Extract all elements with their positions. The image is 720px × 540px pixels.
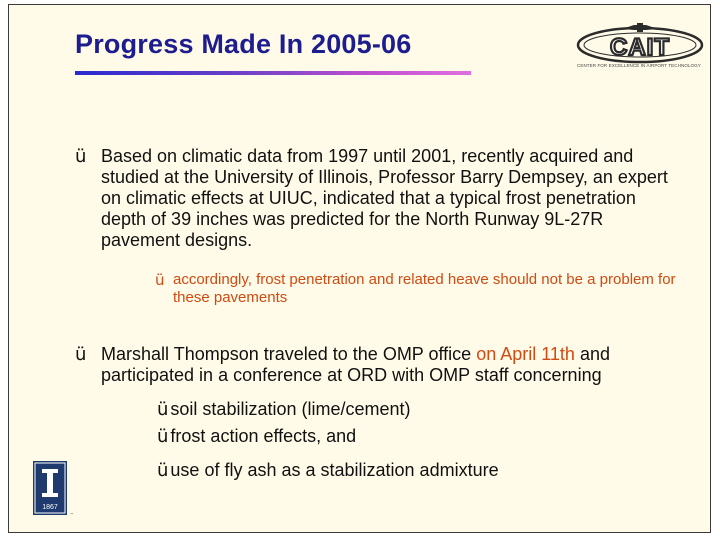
university-logo-year: 1867 [42, 504, 58, 511]
cait-logo-caption: CENTER FOR EXCELLENCE IN AIRPORT TECHNOLOGY [577, 63, 701, 68]
check-icon: ü [157, 399, 169, 420]
check-icon: ü [157, 460, 169, 481]
bullet-2-item-1 [157, 399, 411, 420]
svg-text:™: ™ [70, 512, 73, 516]
cait-logo [574, 23, 706, 83]
bullet-2-text-before: Marshall Thompson traveled to the OMP office [101, 344, 477, 364]
bullet-1 [75, 146, 677, 251]
slide-title: Progress Made In 2005-06 [75, 29, 412, 59]
title-underline [75, 71, 471, 75]
check-icon: ü [155, 271, 165, 289]
svg-text:CAIT: CAIT [610, 34, 670, 61]
bullet-2-item-3-text: use of fly ash as a stabilization admixture [170, 460, 499, 480]
bullet-2-item-2-text: frost action effects, and [170, 426, 357, 446]
slide [8, 4, 711, 533]
university-of-illinois-logo [33, 461, 73, 517]
bullet-2-item-1-text: soil stabilization (lime/cement) [170, 399, 411, 419]
bullet-2-item-3 [157, 460, 499, 481]
check-icon: ü [75, 146, 87, 167]
check-icon: ü [75, 344, 87, 365]
bullet-2-date-highlight: on April 11th [476, 344, 575, 364]
bullet-1-text: Based on climatic data from 1997 until 2001, recently acquired and studied at the University of Illinois, Professor Barry Dempsey, an expert on climatic effects at UIUC, indicated that a typical frost penetration depth of 39 inches was predicted for the North Runway 9L-27R pavement designs. [101, 146, 668, 250]
bullet-2-item-2 [157, 426, 356, 447]
bullet-2 [75, 344, 685, 386]
bullet-2-text-after: and participated in a conference at ORD with OMP staff concerning [101, 344, 610, 385]
bullet-1-sub [155, 271, 689, 307]
check-icon: ü [157, 426, 169, 447]
bullet-1-sub-text: accordingly, frost penetration and related heave should not be a problem for these pavements [173, 271, 676, 306]
